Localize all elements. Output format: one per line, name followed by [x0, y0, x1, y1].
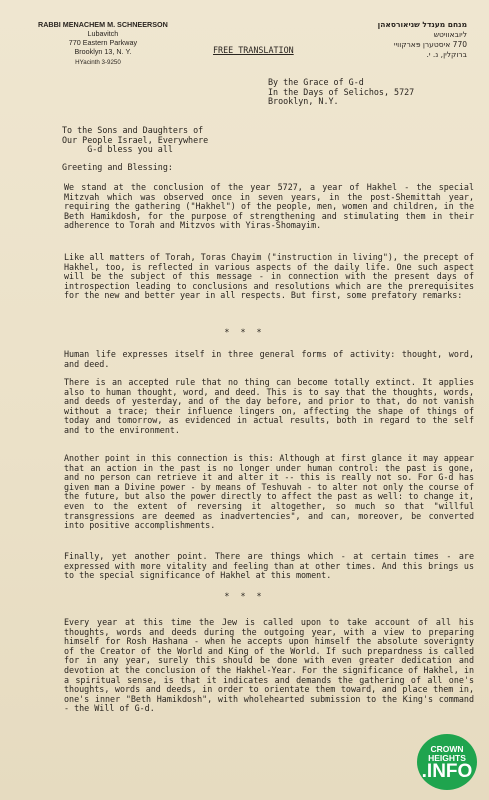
letterhead-name-hebrew: מנחם מענדל שניאורסאהן	[377, 20, 467, 29]
date-line: In the Days of Selichos, 5727	[268, 86, 415, 97]
addressee-line: Our People Israel, Everywhere	[62, 134, 209, 145]
letterhead-street-hebrew: 770 איסטערן פּארקוויי	[393, 40, 467, 49]
watermark-line: .INFO	[421, 761, 473, 782]
document-heading: FREE TRANSLATION	[213, 45, 294, 55]
letterhead-english	[38, 20, 168, 66]
letterhead-hebrew	[378, 20, 467, 60]
paragraph: Like all matters of Torah, Toras Chayim ("instruction in living"), the precept of Hakhel, too, is reflected in various aspects of the daily life. One such aspect will be the subject of this message - in connection with the present days of introspection leading to conclusions and resolutions which are the prerequisites for the new and better year in all respects. But first, some prefatory remarks:	[64, 252, 474, 301]
addressee-line: To the Sons and Daughters of	[62, 125, 204, 135]
watermark-line: HEIGHTS	[428, 753, 466, 763]
letterhead-name: RABBI MENACHEM M. SCHNEERSON	[38, 20, 168, 29]
letterhead-city-hebrew: ברוקלין, נ. י.	[426, 50, 467, 59]
paragraph: Human life expresses itself in three general forms of activity: thought, word, and deed.	[64, 349, 474, 369]
paragraph: Finally, yet another point. There are things which - at certain times - are expressed with more vitality and feeling than at other times. And this brings us to the special significance of Hakhel at this moment.	[64, 551, 474, 581]
addressee-line: G-d bless you all	[62, 144, 173, 155]
section-separator: * * *	[224, 591, 265, 601]
paragraph: There is an accepted rule that no thing can become totally extinct. It applies also to human thought, word, and deed. This is to say that the thoughts, words, and deeds of yesterday, and of the day before, and prior to that, do not vanish without a trace; their influence lingers on, affecting the shape of things of today and tomorrow, as evidenced in actual results, both in regard to the self and to the environment.	[64, 377, 474, 435]
watermark-line: CROWN	[430, 744, 464, 754]
letterhead-street: 770 Eastern Parkway	[68, 38, 138, 47]
date-line: Brooklyn, N.Y.	[268, 96, 339, 107]
crownheights-watermark	[417, 734, 477, 790]
letterhead-city: Brooklyn 13, N. Y.	[74, 47, 132, 56]
date-line: By the Grace of G-d	[268, 77, 364, 87]
greeting: Greeting and Blessing:	[62, 162, 173, 172]
letterhead-sub: Lubavitch	[87, 29, 119, 38]
section-separator: * * *	[224, 327, 265, 337]
paragraph: We stand at the conclusion of the year 5727, a year of Hakhel - the special Mitzvah which was observed once in seven years, in the post-Shemittah year, requiring the gathering ("Hakhel") of the people, men, women and children, in the Beth Hamikdosh, for the purpose of strengthening and stimulating them in their adherence to Torah and Mitzvos with Yiras-Shomayim.	[64, 182, 474, 231]
date-block	[268, 78, 414, 107]
letterhead-phone: HYacinth 3-9250	[75, 59, 121, 66]
addressee-block	[62, 126, 208, 155]
letterhead-sub-hebrew: ליובאוויטש	[433, 30, 467, 39]
paragraph: Another point in this connection is this: Although at first glance it may appear that an action in the past is no longer under human control: the past is gone, and no person can retrieve it and alter it -- this is really not so. For G-d has given man a Divine power - by means of Teshuvah - to alter not only the course of the future, but also the power directly to affect the past as well: to change it, even to the extent of reversing it altogether, so much so that "willful transgressions are deemed as inadvertencies", and can, moreover, be converted into positive accomplishments.	[64, 453, 474, 531]
paragraph: Every year at this time the Jew is called upon to take account of all his thoughts, words and deeds during the outgoing year, with a view to preparing himself for Rosh Hashana - when he accepts upon himself the absolute soverignty of the Creator of the World and King of the World. If such prepardness is called for in any year, surely this should be done with even greater dedication and devotion at the conclusion of the Hakhel-Year. For the significance of Hakhel, in a spiritual sense, is that it indicates and demands the gathering of all one's thoughts, words and deeds, in order to orientate them toward, and place them in, one's inner "Beth Hamikdosh", with wholehearted submission to the King's command - the Will of G-d.	[64, 617, 474, 714]
